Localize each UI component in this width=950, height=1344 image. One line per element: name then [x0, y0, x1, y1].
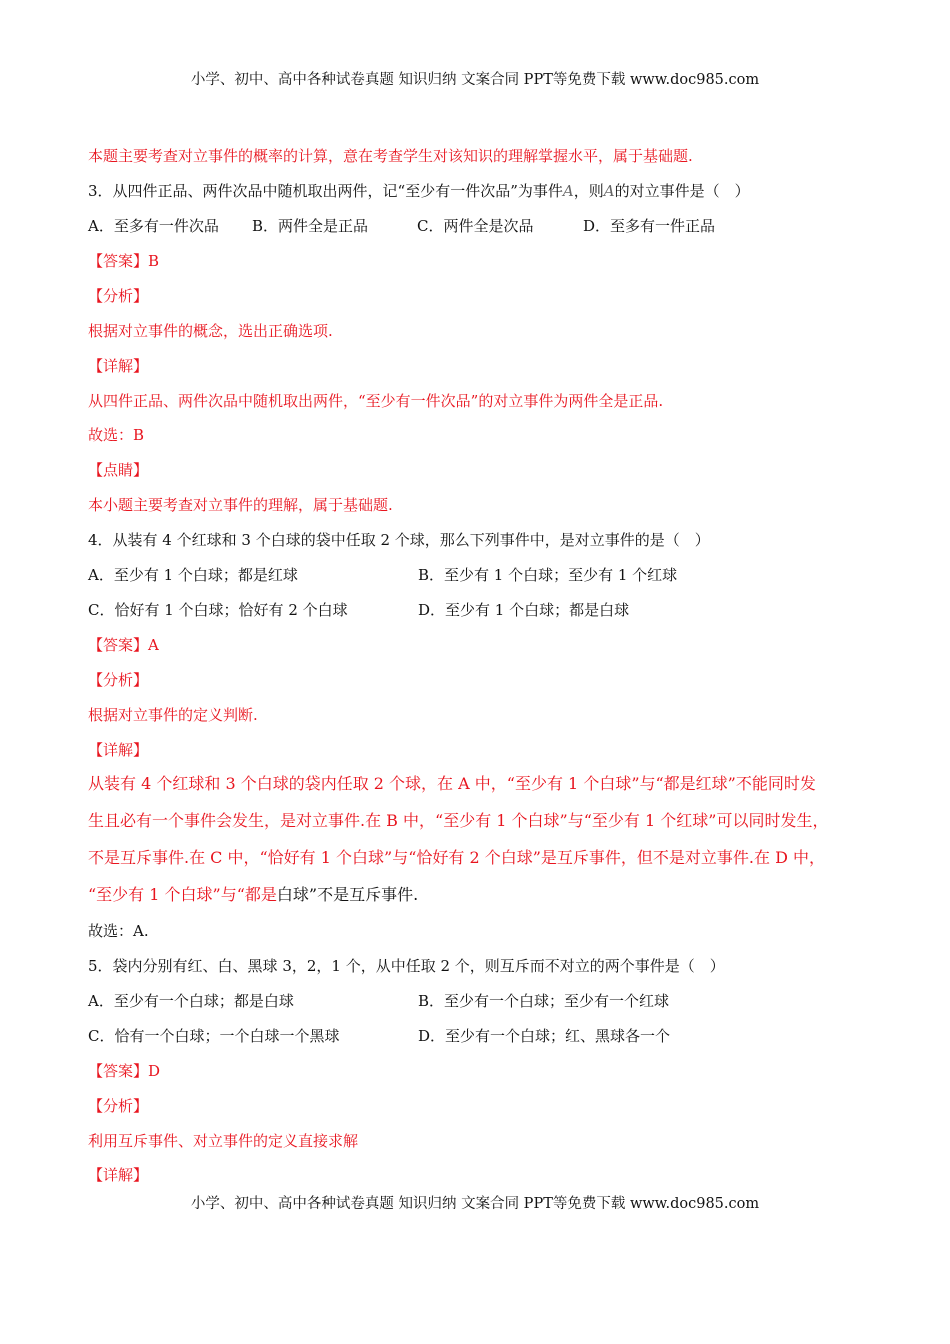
q3-comment-label: 【点睛】	[88, 461, 149, 479]
q4-option-b: B．至少有 1 个白球；至少有 1 个红球	[418, 566, 678, 584]
q4-option-a: A．至少有 1 个白球；都是红球	[88, 566, 298, 584]
q3-detail: 从四件正品、两件次品中随机取出两件，“至少有一件次品”的对立事件为两件全是正品.	[88, 392, 664, 410]
q5-option-d: D．至少有一个白球；红、黑球各一个	[418, 1027, 671, 1045]
q3-stem-a: 3．从四件正品、两件次品中随机取出两件，记“至少有一件次品”为事件	[88, 182, 563, 200]
page-header: 小学、初中、高中各种试卷真题 知识归纳 文案合同 PPT等免费下载 www.doc985.com	[190, 72, 760, 88]
q3-choice: 故选：B	[88, 426, 145, 444]
q3-stem-b: ，则	[573, 182, 604, 200]
q4-detail-line-1: 从装有 4 个红球和 3 个白球的袋内任取 2 个球，在 A 中，“至少有 1 个白球”与“都是红球”不能同时发	[88, 774, 816, 793]
q4-analysis-label: 【分析】	[88, 671, 149, 689]
q3-event-symbol: A	[562, 182, 574, 200]
q3-option-d: D．至多有一件正品	[583, 217, 716, 235]
q4-detail-line-4	[88, 885, 418, 905]
q3-stem	[88, 181, 750, 201]
q3-comment: 本小题主要考查对立事件的理解，属于基础题.	[88, 496, 393, 514]
q5-option-c: C．恰有一个白球；一个白球一个黑球	[88, 1027, 340, 1045]
q5-analysis-label: 【分析】	[88, 1097, 149, 1115]
q3-analysis: 根据对立事件的概念，选出正确选项.	[88, 322, 333, 340]
intro-text: 本题主要考查对立事件的概率的计算，意在考查学生对该知识的理解掌握水平，属于基础题.	[88, 147, 693, 165]
q4-detail-last-red: “至少有 1 个白球”与“都是	[88, 885, 277, 904]
q3-detail-label: 【详解】	[88, 357, 149, 375]
q4-detail-line-2: 生且必有一个事件会发生，是对立事件.在 B 中，“至少有 1 个白球”与“至少有 1 个红球”可以同时发生，	[88, 811, 829, 830]
q3-option-c: C．两件全是次品	[417, 217, 534, 235]
page-footer: 小学、初中、高中各种试卷真题 知识归纳 文案合同 PPT等免费下载 www.doc985.com	[190, 1196, 760, 1212]
q3-analysis-label: 【分析】	[88, 287, 149, 305]
q4-analysis: 根据对立事件的定义判断.	[88, 706, 258, 724]
q5-stem: 5．袋内分别有红、白、黑球 3，2，1 个，从中任取 2 个，则互斥而不对立的两个事件是（ ）	[88, 957, 725, 975]
q5-option-a: A．至少有一个白球；都是白球	[88, 992, 294, 1010]
q5-option-b: B．至少有一个白球；至少有一个红球	[418, 992, 670, 1010]
q3-answer: 【答案】B	[88, 252, 160, 270]
q3-option-a: A．至多有一件次品	[88, 217, 219, 235]
q3-option-b: B．两件全是正品	[252, 217, 369, 235]
q4-stem: 4．从装有 4 个红球和 3 个白球的袋中任取 2 个球，那么下列事件中，是对立事件的是（ ）	[88, 531, 710, 549]
q4-option-d: D．至少有 1 个白球；都是白球	[418, 601, 630, 619]
q3-stem-c: 的对立事件是（ ）	[614, 182, 750, 200]
q4-choice: 故选：A.	[88, 922, 149, 940]
q5-detail-label: 【详解】	[88, 1166, 149, 1184]
q4-answer: 【答案】A	[88, 636, 159, 654]
q5-analysis: 利用互斥事件、对立事件的定义直接求解	[88, 1132, 359, 1150]
q3-event-symbol-2: A	[603, 182, 615, 200]
q4-detail-label: 【详解】	[88, 741, 149, 759]
q4-option-c: C．恰好有 1 个白球；恰好有 2 个白球	[88, 601, 348, 619]
q4-detail-line-3: 不是互斥事件.在 C 中，“恰好有 1 个白球”与“恰好有 2 个白球”是互斥事件，但不是对立事件.在 D 中，	[88, 848, 826, 867]
q4-detail-last-black: 白球”不是互斥事件.	[276, 885, 419, 904]
q5-answer: 【答案】D	[88, 1062, 161, 1080]
